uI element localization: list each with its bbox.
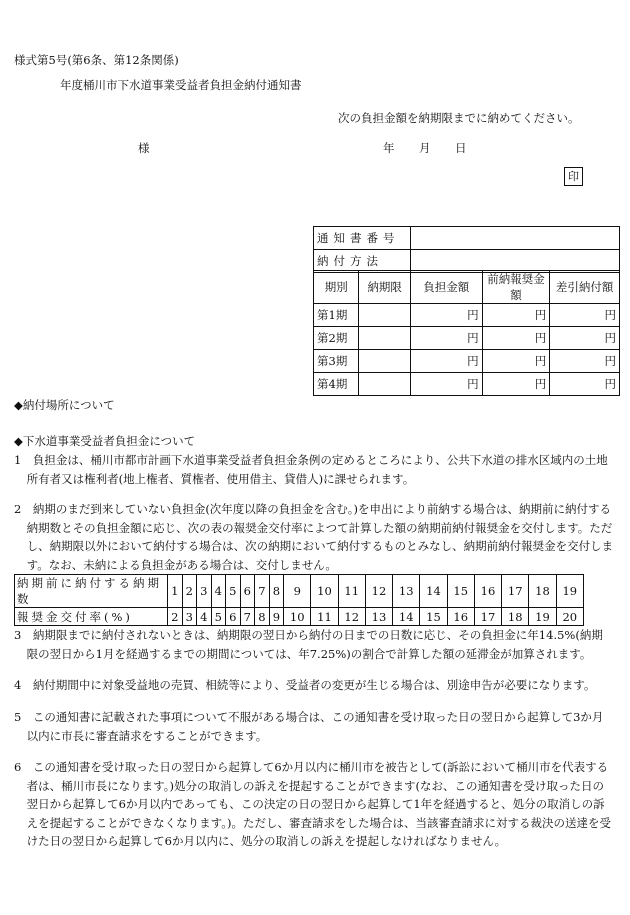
- date-day: 日: [455, 141, 467, 155]
- due-cell: [359, 327, 411, 350]
- reward-table-cell: 12: [365, 575, 392, 608]
- reward-table-cell: 16: [474, 575, 501, 608]
- due-cell: [359, 304, 411, 327]
- header-prepay-reward: 前納報奨金額: [482, 271, 550, 304]
- reward-table-cell: 10: [284, 608, 311, 626]
- reward-table-cell: 12: [338, 608, 365, 626]
- paragraph-3-text: 3 納期限までに納付されないときは、納期限の翌日から納付の日までの日数に応じ、その負担金に年14.5%(納期限の翌日から1月を経過するまでの期間については、年7.25%)の割合で計算した額の延滞金が加算されます。: [14, 628, 603, 661]
- reward-table-cell: 9: [269, 608, 284, 626]
- table-row: [314, 350, 620, 373]
- document-title: 年度桶川市下水道事業受益者負担金納付通知書: [60, 78, 302, 92]
- paragraph-5: [14, 708, 614, 745]
- reward-table-cell: 19: [529, 608, 556, 626]
- header-period: 期別: [314, 271, 359, 304]
- installments-label: 納期前に納付する納期数: [15, 575, 168, 608]
- reward-cell: 円: [482, 327, 550, 350]
- reward-table-cell: 2: [182, 575, 197, 608]
- table-row: [314, 227, 620, 250]
- reward-table-cell: 5: [211, 608, 226, 626]
- net-cell: 円: [550, 304, 620, 327]
- period-cell: 第4期: [314, 373, 359, 396]
- paragraph-2-text: 2 納期のまだ到来していない負担金(次年度以降の負担金を含む。)を申出により前納する場合は、納期前に納付する納期数とその負担金額に応じ、次の表の報奨金交付率によつて計算した額の納期前納付報奨金を交付します。ただし、納期限以外において納付する場合は、次の納期において納付するものとみなし、納期前納付報奨金を交付します。なお、未納による負担金がある場合は、交付しません。: [14, 502, 614, 572]
- form-number-label: 様式第5号(第6条、第12条関係): [14, 53, 179, 67]
- amount-cell: 円: [410, 373, 482, 396]
- issue-date: [383, 140, 491, 156]
- burden-heading: ◆下水道事業受益者負担金について: [14, 434, 196, 448]
- reward-table-cell: 18: [529, 575, 556, 608]
- period-cell: 第2期: [314, 327, 359, 350]
- reward-table-cell: 14: [420, 575, 447, 608]
- reward-table-cell: 8: [255, 608, 270, 626]
- table-row: [15, 608, 584, 626]
- net-cell: 円: [550, 373, 620, 396]
- header-due-date: 納期限: [359, 271, 411, 304]
- reward-table-cell: 18: [502, 608, 529, 626]
- addressee-suffix: 様: [138, 141, 150, 155]
- notice-number-value: [411, 227, 620, 250]
- reward-table-cell: 13: [365, 608, 392, 626]
- table-row: [15, 575, 584, 608]
- net-cell: 円: [550, 350, 620, 373]
- reward-table-cell: 1: [168, 575, 183, 608]
- paragraph-1: [14, 451, 614, 488]
- reward-table-cell: 7: [255, 575, 270, 608]
- notice-number-label: 通知書番号: [314, 227, 411, 250]
- reward-table-cell: 2: [168, 608, 183, 626]
- payment-place-heading: ◆納付場所について: [14, 398, 115, 412]
- paragraph-3: [14, 626, 614, 663]
- table-row: [314, 373, 620, 396]
- header-net-payment: 差引納付額: [550, 271, 620, 304]
- amount-cell: 円: [410, 327, 482, 350]
- reward-table-cell: 15: [420, 608, 447, 626]
- reward-table-cell: 11: [338, 575, 365, 608]
- reward-table-cell: 5: [226, 575, 241, 608]
- reward-table-cell: 6: [226, 608, 241, 626]
- reward-cell: 円: [482, 350, 550, 373]
- due-cell: [359, 373, 411, 396]
- reward-cell: 円: [482, 304, 550, 327]
- reward-table-cell: 20: [556, 608, 583, 626]
- amount-cell: 円: [410, 304, 482, 327]
- reward-table-cell: 4: [211, 575, 226, 608]
- period-cell: 第3期: [314, 350, 359, 373]
- paragraph-4-text: 4 納付期間中に対象受益地の売買、相続等により、受益者の変更が生じる場合は、別途申告が必要になります。: [14, 678, 596, 692]
- reward-cell: 円: [482, 373, 550, 396]
- paragraph-2: [14, 500, 614, 574]
- reward-table-cell: 8: [269, 575, 284, 608]
- table-row: [314, 327, 620, 350]
- paragraph-6-text: 6 この通知書を受け取った日の翌日から起算して6か月以内に桶川市を被告として(訴訟において桶川市を代表する者は、桶川市長になります。)処分の取消しの訴えを提起することができます(なお、この通知書を受け取った日の翌日から起算して6か月以内であっても、この決定の日の翌日から起算して1年を経過すると、処分の取消しの訴えを提起することができなくなります。)。ただし、審査請求をした場合は、当該審査請求に対する裁決の送達を受けた日の翌日から起算して6か月以内に、処分の取消しの訴えを提起しなければなりません。: [14, 760, 611, 848]
- reward-table-cell: 10: [311, 575, 338, 608]
- reward-table-cell: 15: [447, 575, 474, 608]
- reward-table-cell: 7: [240, 608, 255, 626]
- payment-schedule-table: [313, 270, 620, 396]
- paragraph-1-text: 1 負担金は、桶川市都市計画下水道事業受益者負担金条例の定めるところにより、公共下水道の排水区域内の土地所有者又は権利者(地上権者、質権者、使用借主、貸借人)に課せられます。: [14, 453, 608, 486]
- reward-table-cell: 3: [197, 575, 212, 608]
- paragraph-4: [14, 676, 614, 695]
- reward-table-cell: 11: [311, 608, 338, 626]
- payment-method-label: 納付方法: [314, 250, 411, 273]
- reward-table-cell: 17: [502, 575, 529, 608]
- paragraph-6: [14, 758, 614, 851]
- table-header-row: [314, 271, 620, 304]
- reward-table-cell: 9: [284, 575, 311, 608]
- reward-table-cell: 6: [240, 575, 255, 608]
- instruction-text: 次の負担金額を納期限までに納めてください。: [338, 111, 580, 125]
- reward-table-cell: 14: [393, 608, 420, 626]
- net-cell: 円: [550, 327, 620, 350]
- paragraph-5-text: 5 この通知書に記載された事項について不服がある場合は、この通知書を受け取った日の翌日から起算して3か月以内に市長に審査請求をすることができます。: [14, 710, 604, 743]
- reward-table-cell: 17: [474, 608, 501, 626]
- header-burden-amount: 負担金額: [410, 271, 482, 304]
- due-cell: [359, 350, 411, 373]
- notice-info-table: [313, 226, 620, 273]
- reward-rate-label: 報奨金交付率(%): [15, 608, 168, 626]
- date-month: 月: [419, 141, 431, 155]
- reward-table-cell: 4: [197, 608, 212, 626]
- period-cell: 第1期: [314, 304, 359, 327]
- date-year: 年: [383, 141, 395, 155]
- reward-table-cell: 13: [393, 575, 420, 608]
- seal-stamp: 印: [564, 167, 583, 186]
- amount-cell: 円: [410, 350, 482, 373]
- reward-table-cell: 19: [556, 575, 583, 608]
- table-row: [314, 304, 620, 327]
- reward-table-cell: 3: [182, 608, 197, 626]
- reward-rate-table: [14, 574, 584, 626]
- reward-table-cell: 16: [447, 608, 474, 626]
